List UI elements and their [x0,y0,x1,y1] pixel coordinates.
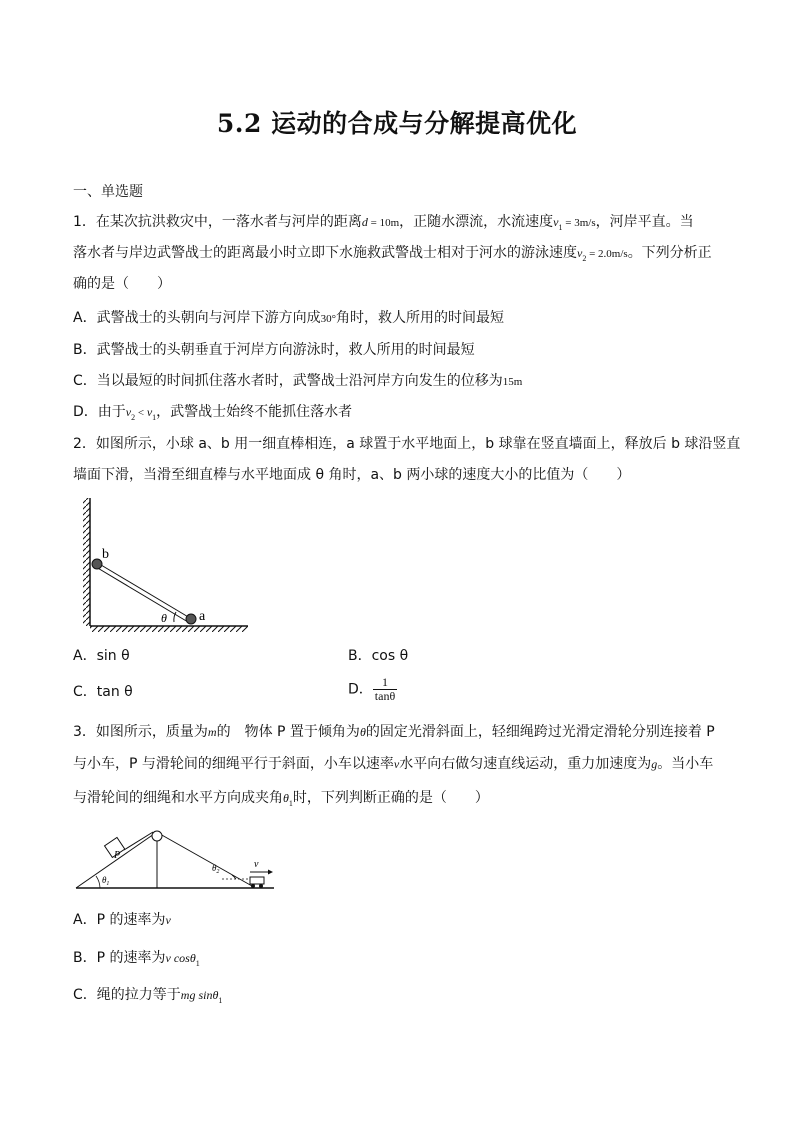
label-v: v [254,859,259,870]
q3-stem-line-2: 与小车，P 与滑轮间的细绳平行于斜面，小车以速率v水平向右做匀速直线运动，重力加速度为g。当小车 [73,756,714,772]
q2-option-a: A．sin θ [73,648,130,664]
rope-to-block [124,832,153,850]
velocity-arrowhead [268,870,273,875]
q3-option-b: B．P 的速率为v cosθ$_1$ [73,950,200,968]
q1-option-c: C．当以最短的时间抓住落水者时，武警战士沿河岸方向发生的位移为15m [73,373,523,389]
mass-symbol: m [207,725,217,739]
q3-figure-incline-pulley [72,824,282,896]
q1-option-d: D．由于$v_2 < v_1$，武警战士始终不能抓住落水者 [73,404,353,422]
q1-option-b: B．武警战士的头朝垂直于河岸方向游泳时，救人所用的时间最短 [73,342,475,358]
cart-wheel-left [251,884,255,888]
q3-stem-line-3: 与滑轮间的细绳和水平方向成夹角$\theta_1$时，下列判断正确的是（ ） [73,790,489,808]
label-theta2: $\theta_2$ [212,863,220,875]
q2-option-c: C．tan θ [73,684,133,700]
speed-symbol: v [393,757,400,771]
q3-stem-line-1: 3．如图所示，质量为m的 物体 P 置于倾角为θ的固定光滑斜面上，轻细绳跨过光滑定滑轮分别连接着 P [73,724,715,740]
q2-stem-line-2: 墙面下滑，当滑至细直棒与水平地面成 θ 角时，a、b 两小球的速度大小的比值为（ ） [73,467,631,483]
v2-symbol: v [577,246,583,260]
label-b: b [102,547,109,562]
page-title: 5.2 运动的合成与分解提高优化 [216,109,578,138]
rod-edge-lower [96,567,188,622]
q1-stem-line-2: 落水者与岸边武警战士的距离最小时立即下水施救武警战士相对于河水的游泳速度$v_2 = 2.0m/s$。下列分析正 [73,245,712,263]
q2-stem-line-1: 2．如图所示，小球 a、b 用一细直棒相连，a 球置于水平地面上，b 球靠在竖直墙面上，释放后 b 球沿竖直 [73,436,741,452]
pulley [152,831,162,841]
cart-body [250,877,264,884]
q1-stem-line-1: 1．在某次抗洪救灾中，一落水者与河岸的距离d = 10m，正随水漂流，水流速度$v_1 = 3m/s$，河岸平直。当 [73,214,694,232]
v1-symbol: v [553,215,559,229]
theta-symbol: θ [359,725,366,739]
label-theta: θ [161,611,167,625]
q2-option-b: B．cos θ [348,648,409,664]
q3-option-c: C．绳的拉力等于mg sinθ$_1$ [73,987,223,1005]
cart-wheel-right [259,884,263,888]
q3-option-a: A．P 的速率为v [73,912,171,928]
rod-edge-upper [96,562,190,618]
ball-b [92,559,102,569]
distance-symbol: d [361,215,368,229]
ball-a [186,614,196,624]
wall-hatch [83,498,90,626]
section-heading: 一、单选题 [73,184,143,200]
gravity-symbol: g [651,757,658,771]
label-a: a [199,609,206,624]
label-p: P [114,850,121,861]
rope-to-cart [160,834,252,886]
q2-option-d: D． $\frac{1}{\tan\theta}$ [348,675,396,703]
theta1-arc [96,876,100,888]
q1-option-a: A．武警战士的头朝向与河岸下游方向成30°角时，救人所用的时间最短 [73,310,504,326]
reciprocal-tan-fraction: $\frac{1}{\tan\theta}$ [374,675,396,703]
q1-stem-line-3: 确的是（ ） [73,276,171,292]
ground-hatch [90,626,248,632]
label-theta1: $\theta_1$ [102,875,110,887]
q2-figure-wall-rod [80,494,255,634]
